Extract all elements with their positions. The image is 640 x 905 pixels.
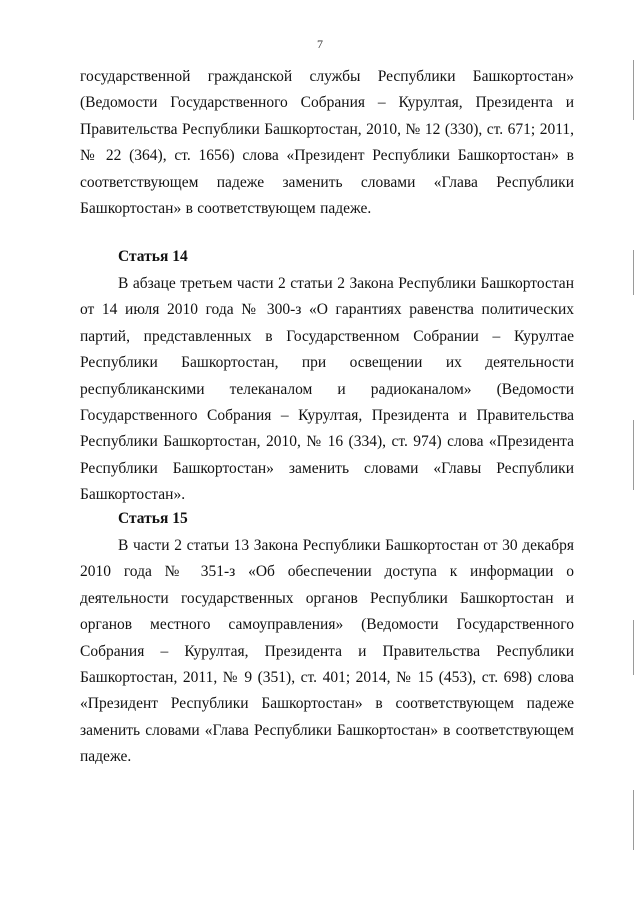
scan-edge-mark — [633, 420, 634, 490]
paragraph-continued: государственной гражданской службы Республики Башкортостан» (Ведомости Государственного Собрания – Курултая, Президента и Правительства Республики Башкортостан, 2010, № 12 (330), ст. 671; 2011, № 22 (364), ст. 1656) слова «Президент Республики Башкортостан» в соответствующем падеже заменить словами «Глава Республики Башкортостан» в соответствующем падеже. — [80, 68, 574, 218]
article-14-text: В абзаце третьем части 2 статьи 2 Закона Республики Башкортостан от 14 июля 2010 года № 300-з «О гарантиях равенства политических партий, представленных в Государственном Собрании – Курултае Республики Башкортостан, при освещении их деятельности республиканскими телеканалом и радиоканалом» (Ведомости Государственного Собрания – Курултая, Президента и Правительства Республики Башкортостан, 2010, № 16 (334), ст. 974) слова «Президента Республики Башкортостан» заменить словами «Главы Республики Башкортостан». — [80, 275, 574, 504]
article-15-heading: Статья 15 — [118, 510, 188, 527]
scan-edge-mark — [633, 790, 634, 850]
scan-edge-mark — [633, 250, 634, 295]
scan-edge-mark — [633, 60, 634, 120]
article-14-heading: Статья 14 — [118, 248, 188, 265]
article-15-text: В части 2 статьи 13 Закона Республики Башкортостан от 30 декабря 2010 года № 351-з «Об обеспечении доступа к информации о деятельности государственных органов Республики Башкортостан и органов местного самоуправления» (Ведомости Государственного Собрания – Курултая, Президента и Правительства Республики Башкортостан, 2011, № 9 (351), ст. 401; 2014, № 15 (453), ст. 698) слова «Президент Республики Башкортостан» в соответствующем падеже заменить словами «Глава Республики Башкортостан» в соответствующем падеже. — [80, 537, 574, 766]
page-number: 7 — [317, 37, 323, 51]
scan-edge-mark — [633, 620, 634, 675]
